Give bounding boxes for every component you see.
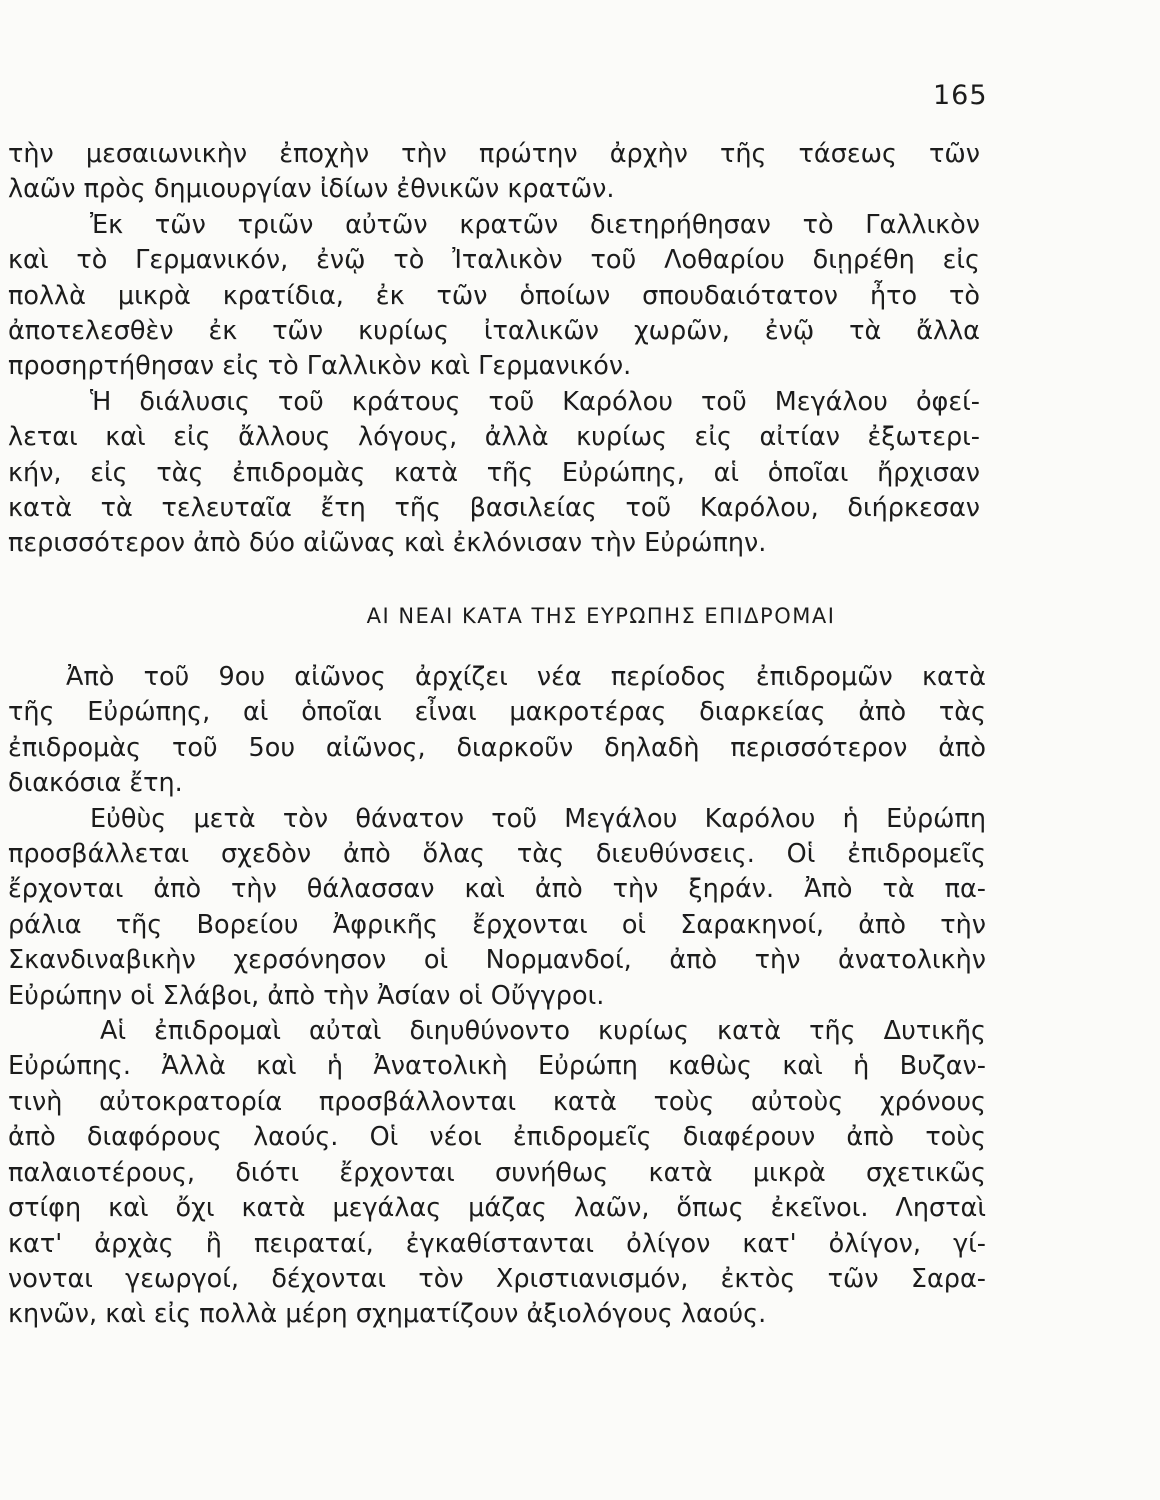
text-line: ἀπὸ διαφόρους λαούς. Οἱ νέοι ἐπιδρομεῖς διαφέρουν ἀπὸ τοὺς — [8, 1122, 986, 1153]
text-line: καὶ τὸ Γερμανικόν, ἐνῷ τὸ Ἰταλικὸν τοῦ Λοθαρίου διῃρέθη εἰς — [8, 245, 980, 276]
text-line: πολλὰ μικρὰ κρατίδια, ἐκ τῶν ὁποίων σπουδαιότατον ἦτο τὸ — [8, 280, 980, 311]
text-line: τῆς Εὐρώπης, αἱ ὁποῖαι εἶναι μακροτέρας διαρκείας ἀπὸ τὰς — [8, 697, 986, 728]
text-line: Εὐθὺς μετὰ τὸν θάνατον τοῦ Μεγάλου Καρόλου ἡ Εὐρώπη — [90, 803, 986, 834]
text-line: προσβάλλεται σχεδὸν ἀπὸ ὅλας τὰς διευθύνσεις. Οἱ ἐπιδρομεῖς — [8, 839, 986, 870]
text-line: ράλια τῆς Βορείου Ἀφρικῆς ἔρχονται οἱ Σαρακηνοί, ἀπὸ τὴν — [8, 909, 986, 940]
text-line: στίφη καὶ ὄχι κατὰ μεγάλας μάζας λαῶν, ὅπως ἐκεῖνοι. Λησταὶ — [8, 1193, 986, 1224]
text-line: Ἐκ τῶν τριῶν αὐτῶν κρατῶν διετηρήθησαν τὸ Γαλλικὸν — [90, 209, 980, 240]
text-line: Εὐρώπης. Ἀλλὰ καὶ ἡ Ἀνατολικὴ Εὐρώπη καθὼς καὶ ἡ Βυζαν- — [8, 1051, 986, 1082]
text-line: κατὰ τὰ τελευταῖα ἔτη τῆς βασιλείας τοῦ Καρόλου, διήρκεσαν — [8, 493, 980, 524]
text-line: ἀποτελεσθὲν ἐκ τῶν κυρίως ἰταλικῶν χωρῶν, ἐνῷ τὰ ἄλλα — [8, 316, 980, 347]
body-text-section-1 — [8, 137, 980, 562]
text-line: νονται γεωργοί, δέχονται τὸν Χριστιανισμόν, ἐκτὸς τῶν Σαρα- — [8, 1263, 986, 1294]
text-line: Ἀπὸ τοῦ 9ου αἰῶνος ἀρχίζει νέα περίοδος ἐπιδρομῶν κατὰ — [66, 662, 986, 692]
text-line: Αἱ ἐπιδρομαὶ αὐταὶ διηυθύνοντο κυρίως κατὰ τῆς Δυτικῆς — [100, 1016, 986, 1047]
text-line: προσηρτήθησαν εἰς τὸ Γαλλικὸν καὶ Γερμανικόν. — [8, 351, 632, 382]
text-line: παλαιοτέρους, διότι ἔρχονται συνήθως κατὰ μικρὰ σχετικῶς — [8, 1157, 986, 1188]
text-line: περισσότερον ἀπὸ δύο αἰῶνας καὶ ἐκλόνισαν τὴν Εὐρώπην. — [8, 528, 767, 559]
text-line: τὴν μεσαιωνικὴν ἐποχὴν τὴν πρώτην ἀρχὴν τῆς τάσεως τῶν — [8, 139, 980, 169]
text-line: κατ' ἀρχὰς ἢ πειραταί, ἐγκαθίστανται ὀλίγον κατ' ὀλίγον, γί- — [8, 1228, 986, 1259]
text-line: διακόσια ἔτη. — [8, 768, 183, 799]
text-line: κηνῶν, καὶ εἰς πολλὰ μέρη σχηματίζουν ἀξιολόγους λαούς. — [8, 1299, 767, 1330]
text-line: ἐπιδρομὰς τοῦ 5ου αἰῶνος, διαρκοῦν δηλαδὴ περισσότερον ἀπὸ — [8, 732, 986, 763]
text-line: κήν, εἰς τὰς ἐπιδρομὰς κατὰ τῆς Εὐρώπης, αἱ ὁποῖαι ἤρχισαν — [8, 457, 980, 488]
text-line: Εὐρώπην οἱ Σλάβοι, ἀπὸ τὴν Ἀσίαν οἱ Οὔγγροι. — [8, 980, 605, 1011]
body-text-section-2 — [8, 660, 986, 1333]
page-number: 165 — [933, 80, 988, 111]
text-line: τινὴ αὐτοκρατορία προσβάλλονται κατὰ τοὺς αὐτοὺς χρόνους — [8, 1086, 986, 1117]
text-line: Σκανδιναβικὴν χερσόνησον οἱ Νορμανδοί, ἀπὸ τὴν ἀνατολικὴν — [8, 945, 986, 976]
text-line: λαῶν πρὸς δημιουργίαν ἰδίων ἐθνικῶν κρατῶν. — [8, 174, 615, 205]
text-line: ἔρχονται ἀπὸ τὴν θάλασσαν καὶ ἀπὸ τὴν ξηράν. Ἀπὸ τὰ πα- — [8, 874, 986, 905]
text-line: Ἡ διάλυσις τοῦ κράτους τοῦ Καρόλου τοῦ Μεγάλου ὀφεί- — [90, 386, 980, 417]
section-heading: ΑΙ ΝΕΑΙ ΚΑΤΑ ΤΗΣ ΕΥΡΩΠΗΣ ΕΠΙΔΡΟΜΑΙ — [366, 604, 836, 628]
text-line: λεται καὶ εἰς ἄλλους λόγους, ἀλλὰ κυρίως εἰς αἰτίαν ἐξωτερι- — [8, 422, 980, 453]
